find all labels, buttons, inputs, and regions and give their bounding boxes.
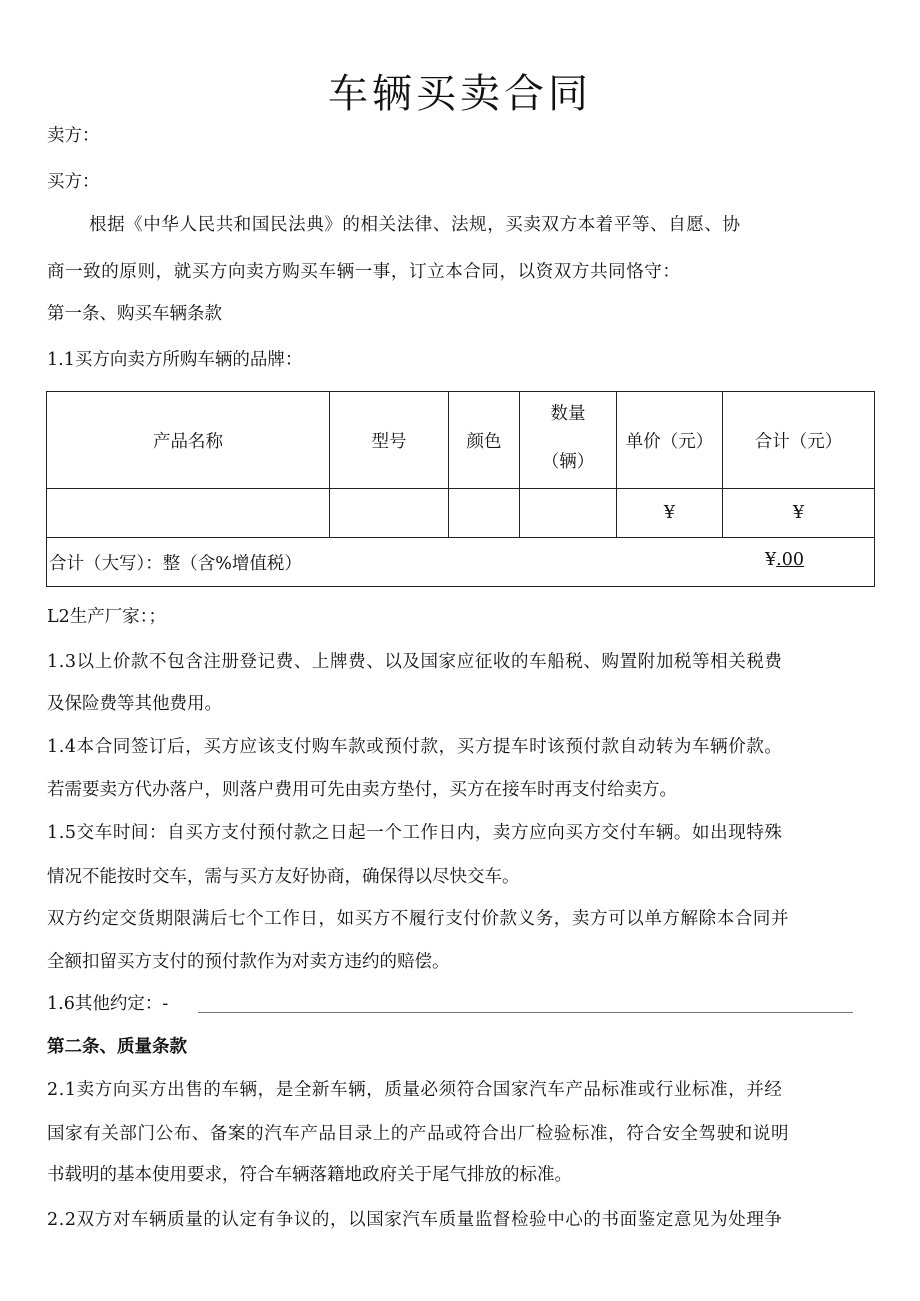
header-subtotal: 合计（元） — [723, 392, 875, 489]
cell-model — [330, 489, 449, 538]
header-quantity-label: 数量 — [550, 404, 586, 424]
intro-line-2: 商一致的原则，就买方向卖方购买车辆一事，订立本合同，以资双方共同恪守： — [47, 262, 681, 282]
buyer-label: 买方： — [47, 172, 100, 192]
cell-product-name — [47, 489, 330, 538]
total-currency: ¥ — [765, 550, 777, 570]
header-model: 型号 — [330, 392, 449, 489]
total-value — [765, 550, 804, 570]
article1-heading: 第一条、购买车辆条款 — [47, 304, 222, 324]
clause-1-5-line-1: 1.5交车时间：自买方支付预付款之日起一个工作日内，卖方应向买方交付车辆。如出现特殊 — [47, 823, 783, 843]
table-row — [47, 489, 875, 538]
vehicle-table — [46, 391, 875, 587]
seller-label: 卖方： — [47, 126, 100, 146]
clause-1-5-line-4: 全额扣留买方支付的预付款作为对卖方违约的赔偿。 — [47, 952, 450, 972]
total-label: 合计（大写）：整（含%增值税） — [49, 554, 302, 574]
clause-2-2-line-1: 2.2双方对车辆质量的认定有争议的，以国家汽车质量监督检验中心的书面鉴定意见为处理争 — [47, 1210, 783, 1230]
clause-1-4-line-1: 1.4本合同签订后，买方应该支付购车款或预付款，买方提车时该预付款自动转为车辆价款。 — [47, 737, 783, 757]
clause-1-6: 1.6其他约定：- — [47, 994, 169, 1014]
clause-2-1-line-2: 国家有关部门公布、备案的汽车产品目录上的产品或符合出厂检验标准，符合安全驾驶和说明 — [47, 1124, 790, 1144]
cell-unit-price: ¥ — [617, 489, 723, 538]
header-color: 颜色 — [449, 392, 520, 489]
header-quantity — [520, 392, 617, 489]
other-agreement-blank — [198, 1012, 853, 1013]
total-cell — [47, 538, 875, 587]
clause-1-3-line-1: 1.3以上价款不包含注册登记费、上牌费、以及国家应征收的车船税、购置附加税等相关税费 — [47, 652, 783, 672]
clause-1-5-line-2: 情况不能按时交车，需与买方友好协商，确保得以尽快交车。 — [47, 867, 520, 887]
article2-heading: 第二条、质量条款 — [47, 1037, 187, 1057]
clause-1-2: L2生产厂家：； — [47, 607, 167, 627]
table-total-row — [47, 538, 875, 587]
intro-line-1: 根据《中华人民共和国民法典》的相关法律、法规，买卖双方本着平等、自愿、协 — [89, 215, 741, 235]
clause-2-1-line-3: 书载明的基本使用要求，符合车辆落籍地政府关于尾气排放的标准。 — [47, 1165, 572, 1185]
cell-quantity — [520, 489, 617, 538]
clause-1-1: 1.1买方向卖方所购车辆的品牌： — [47, 350, 303, 370]
cell-subtotal: ¥ — [723, 489, 875, 538]
table-header-row — [47, 392, 875, 489]
total-amount: .00 — [776, 550, 804, 570]
header-quantity-unit: （辆） — [541, 452, 595, 472]
clause-1-5-line-3: 双方约定交货期限满后七个工作日，如买方不履行支付价款义务，卖方可以单方解除本合同并 — [47, 909, 790, 929]
clause-1-3-line-2: 及保险费等其他费用。 — [47, 694, 222, 714]
document-title: 车辆买卖合同 — [328, 71, 592, 117]
header-unit-price: 单价（元） — [617, 392, 723, 489]
clause-1-4-line-2: 若需要卖方代办落户，则落户费用可先由卖方垫付，买方在接车时再支付给卖方。 — [47, 780, 677, 800]
cell-color — [449, 489, 520, 538]
clause-2-1-line-1: 2.1卖方向买方出售的车辆，是全新车辆，质量必须符合国家汽车产品标准或行业标准，并经 — [47, 1080, 783, 1100]
header-product-name: 产品名称 — [47, 392, 330, 489]
